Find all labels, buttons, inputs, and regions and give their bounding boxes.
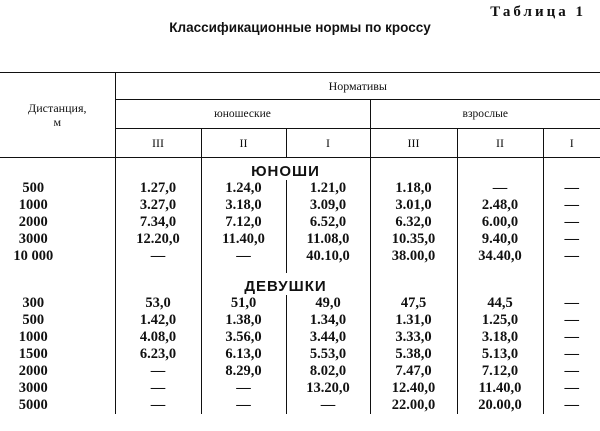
rank-header: I xyxy=(543,129,600,158)
table-row xyxy=(0,295,600,312)
distance-cell: 3000 xyxy=(0,380,115,397)
norm-cell: — xyxy=(564,397,580,413)
table-row xyxy=(0,346,600,363)
norm-cell: 10.35,0 xyxy=(370,231,457,248)
norm-cell: — xyxy=(564,346,580,362)
norm-cell: 3.18,0 xyxy=(201,197,286,214)
distance-cell: 5000 xyxy=(0,397,115,414)
table-row xyxy=(0,397,600,414)
norm-cell: — xyxy=(564,295,580,311)
norm-cell: 1.42,0 xyxy=(115,312,201,329)
norm-cell: — xyxy=(564,363,580,379)
distance-header-unit: м xyxy=(53,115,62,129)
table-body xyxy=(0,158,600,415)
norm-cell: 53,0 xyxy=(115,295,201,312)
norm-cell: 6.23,0 xyxy=(115,346,201,363)
adult-group-header: взрослые xyxy=(370,100,600,129)
norm-cell: 11.40,0 xyxy=(457,380,543,397)
norm-cell: 6.52,0 xyxy=(286,214,370,231)
norm-cell: 3.27,0 xyxy=(115,197,201,214)
norm-cell: 3.56,0 xyxy=(201,329,286,346)
norm-cell: — xyxy=(115,397,201,414)
norm-cell: — xyxy=(201,248,286,265)
distance-cell: 300 xyxy=(0,295,115,312)
distance-cell: 1000 xyxy=(0,329,115,346)
distance-cell: 1000 xyxy=(0,197,115,214)
table-row xyxy=(0,180,600,197)
table-row xyxy=(0,380,600,397)
norm-cell: 1.18,0 xyxy=(370,180,457,197)
norm-cell: 8.29,0 xyxy=(201,363,286,380)
section-title: ДЕВУШКИ xyxy=(201,273,370,295)
distance-cell: 10 000 xyxy=(0,248,115,265)
distance-cell: 3000 xyxy=(0,231,115,248)
norm-cell: 49,0 xyxy=(286,295,370,312)
norm-cell: — xyxy=(115,248,201,265)
table-number: Таблица 1 xyxy=(490,4,586,20)
norm-cell: 8.02,0 xyxy=(286,363,370,380)
norm-cell: 9.40,0 xyxy=(457,231,543,248)
norm-cell: 7.47,0 xyxy=(370,363,457,380)
norm-cell: 1.21,0 xyxy=(286,180,370,197)
norm-cell: 11.08,0 xyxy=(286,231,370,248)
norm-cell: 1.25,0 xyxy=(457,312,543,329)
norms-table xyxy=(0,72,600,414)
norm-cell: — xyxy=(564,231,580,247)
norm-cell: 1.31,0 xyxy=(370,312,457,329)
norm-cell: 5.13,0 xyxy=(457,346,543,363)
distance-header-label: Дистанция, xyxy=(28,101,87,115)
norm-cell: 1.38,0 xyxy=(201,312,286,329)
norm-cell: 4.08,0 xyxy=(115,329,201,346)
norm-cell: 12.40,0 xyxy=(370,380,457,397)
norm-cell: 22.00,0 xyxy=(370,397,457,414)
table-row xyxy=(0,363,600,380)
norm-cell: 5.38,0 xyxy=(370,346,457,363)
table-row xyxy=(0,248,600,265)
norm-cell: — xyxy=(201,380,286,397)
norm-cell: 3.09,0 xyxy=(286,197,370,214)
section-title: ЮНОШИ xyxy=(201,158,370,181)
norms-header: Нормативы xyxy=(115,73,600,100)
norm-cell: — xyxy=(564,380,580,396)
section-header-row xyxy=(0,158,600,181)
norm-cell: 40.10,0 xyxy=(286,248,370,265)
table-row xyxy=(0,312,600,329)
table-header xyxy=(0,73,600,158)
section-header-row xyxy=(0,273,600,295)
norm-cell: 1.27,0 xyxy=(115,180,201,197)
rank-header: I xyxy=(286,129,370,158)
norm-cell: — xyxy=(115,380,201,397)
rank-header: II xyxy=(457,129,543,158)
norm-cell: — xyxy=(564,248,580,264)
distance-cell: 500 xyxy=(0,312,115,329)
distance-header xyxy=(0,73,115,158)
norm-cell: — xyxy=(564,180,580,196)
norm-cell: 7.12,0 xyxy=(457,363,543,380)
distance-cell: 2000 xyxy=(0,363,115,380)
distance-cell: 500 xyxy=(0,180,115,197)
norm-cell: 34.40,0 xyxy=(457,248,543,265)
table-row xyxy=(0,197,600,214)
table-title: Классификационные нормы по кроссу xyxy=(169,20,431,35)
table-row xyxy=(0,329,600,346)
norm-cell: 3.33,0 xyxy=(370,329,457,346)
table-row xyxy=(0,231,600,248)
youth-group-header: юношеские xyxy=(115,100,370,129)
rank-header: III xyxy=(370,129,457,158)
norm-cell: 1.34,0 xyxy=(286,312,370,329)
norm-cell: 7.12,0 xyxy=(201,214,286,231)
norm-cell: 38.00,0 xyxy=(370,248,457,265)
norm-cell: — xyxy=(286,397,370,414)
rank-header: III xyxy=(115,129,201,158)
norm-cell: 44,5 xyxy=(457,295,543,312)
norm-cell: — xyxy=(201,397,286,414)
norm-cell: 47,5 xyxy=(370,295,457,312)
norm-cell: 6.13,0 xyxy=(201,346,286,363)
norm-cell: 20.00,0 xyxy=(457,397,543,414)
norm-cell: 11.40,0 xyxy=(201,231,286,248)
norm-cell: — xyxy=(564,312,580,328)
norm-cell: 1.24,0 xyxy=(201,180,286,197)
norm-cell: 6.00,0 xyxy=(457,214,543,231)
norm-cell: 51,0 xyxy=(201,295,286,312)
norm-cell: 3.01,0 xyxy=(370,197,457,214)
rank-header: II xyxy=(201,129,286,158)
norm-cell: — xyxy=(564,214,580,230)
norm-cell: 12.20,0 xyxy=(115,231,201,248)
distance-cell: 1500 xyxy=(0,346,115,363)
norm-cell: 13.20,0 xyxy=(286,380,370,397)
table-row xyxy=(0,214,600,231)
norm-cell: — xyxy=(564,329,580,345)
norm-cell: 7.34,0 xyxy=(115,214,201,231)
norm-cell: 2.48,0 xyxy=(457,197,543,214)
norm-cell: — xyxy=(457,180,543,197)
distance-cell: 2000 xyxy=(0,214,115,231)
norm-cell: 3.18,0 xyxy=(457,329,543,346)
norm-cell: — xyxy=(115,363,201,380)
norm-cell: 3.44,0 xyxy=(286,329,370,346)
norm-cell: 6.32,0 xyxy=(370,214,457,231)
norm-cell: 5.53,0 xyxy=(286,346,370,363)
norm-cell: — xyxy=(564,197,580,213)
